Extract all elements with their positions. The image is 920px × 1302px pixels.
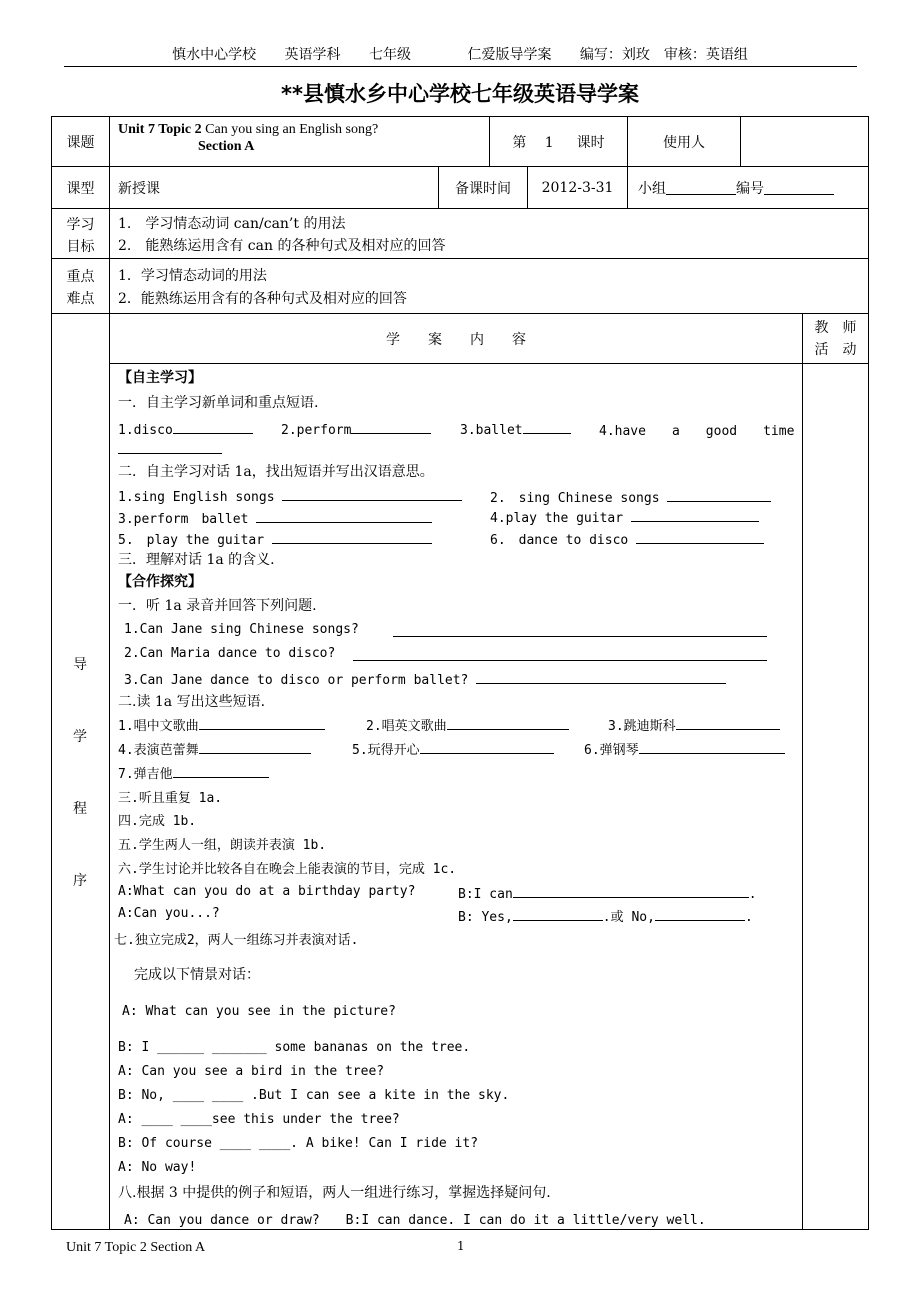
s1-title: 一．自主学习新单词和重点短语. [118,395,319,411]
header-authors: 编写：刘玫 审核：英语组 [579,47,748,63]
cn-blank[interactable] [199,740,311,754]
topic-label: 课题 [66,134,95,151]
phrase-blank[interactable] [282,487,462,501]
prep-label-cell [438,166,528,209]
phrase-item: 4.play the guitar [490,511,624,526]
footer-page-number: 1 [457,1239,465,1253]
phrase-item: 1.sing English songs [118,490,275,505]
number-label: 编号 [736,180,764,197]
key-label-2: 难点 [66,291,95,307]
group-blank[interactable] [666,181,736,195]
cn-phrase: 1.唱中文歌曲 [118,719,199,734]
page-header [0,44,920,64]
dialog-line: A: ____ ____see this under the tree? [118,1112,400,1127]
key-label-1: 重点 [66,269,95,285]
cn-phrase: 3.跳迪斯科 [608,719,676,734]
prep-value-cell [527,166,628,209]
phrase-blank[interactable] [636,530,764,544]
c6-blank[interactable] [655,907,745,921]
keys-cell [109,258,869,314]
c6-answer-yes: B: Yes, [458,910,513,925]
self-study-heading: 【自主学习】 [118,370,202,386]
header-grade: 七年级 [369,47,411,63]
key-label-cell [51,258,110,314]
cn-blank[interactable] [447,716,569,730]
dialog-line: B: Of course ____ ____. A bike! Can I ride it? [118,1136,479,1151]
content-header: 学 案 内 容 [386,331,526,348]
question-2: 2.Can Maria dance to disco? [124,646,336,661]
answer-line-1[interactable] [393,636,767,637]
c6-question-2: A:Can you...? [118,906,220,921]
user-label-cell [627,116,741,167]
phrase-item: 6. dance to disco [490,533,629,548]
process-char: 序 [73,873,87,889]
process-label-cell [51,313,110,1230]
content-header-cell [109,313,803,364]
lesson-table [51,116,869,1230]
header-edition: 仁爱版导学案 [467,47,552,63]
content-cell: 【自主学习】 一．自主学习新单词和重点短语. 1.disco 2.perform 3.ballet 4.have a good time 二．自主学习对话 1a，找出短语并写出汉语意思。 1.sing English songs 2. sing Chinese songs 3.perform ballet 4.play the guitar 5. play the guitar 6. dance to disco 三．理解对话 1a 的含义. 【合作探究】 一．听 1a 录音并回答下列问题. 1.Can Jane sing Chinese songs? 2.Can Maria dance to disco? 3.Can Jane dance to disco or perform ballet? 二.读 1a 写出这些短语. 1.唱中文歌曲 2.唱英文歌曲 3.跳迪斯科 4.表演芭蕾舞 5.玩得开心 6.弹钢琴 7.弹吉他 三.听且重复 1a. 四.完成 1b. 五.学生两人一组，朗读并表演 1b. 六.学生讨论并比较各自在晚会上能表演的节目，完成 1c. A:What can you do at a birthday party? B:I can . A:Can you...? B: Yes, .或 No, . 七.独立完成2，两人一组练习并表演对话. 完成以下情景对话： A: What can you see in the picture? B: I ______ _______ some bananas on the tree. A: Can you see a bird in the tree? B: No, ____ ____ .But I can see a kite in the sky. A: ____ ____see this under the tree? B: Of course ____ ____. A bike! Can I ride it? A: No way! 八.根据 3 中提供的例子和短语，两人一组进行练习，掌握选择疑问句. A: Can you dance or draw? B:I can dance. I can do it a little/very well. [109,363,803,1230]
s3-title: 三．理解对话 1a 的含义. [118,552,275,568]
cn-blank[interactable] [173,764,269,778]
dialog-line: B: I ______ _______ some bananas on the tree. [118,1040,471,1055]
phrase-blank[interactable] [256,509,432,523]
cn-phrase: 4.表演芭蕾舞 [118,743,199,758]
c3-title: 三.听且重复 1a. [118,791,223,806]
cn-phrase: 7.弹吉他 [118,767,173,782]
goals-cell [109,208,869,259]
group-label: 小组 [638,180,666,197]
cn-blank[interactable] [639,740,785,754]
process-char: 学 [73,729,87,745]
header-divider [64,66,857,67]
topic-value-cell [109,116,490,167]
key-item: 1．学习情态动词的用法 [118,268,267,284]
c7-title: 七.独立完成2，两人一组练习并表演对话. [114,933,359,948]
c2-title: 二.读 1a 写出这些短语. [118,694,266,710]
header-school: 慎水中心学校 [172,47,257,63]
type-label-cell [51,166,110,209]
phrase-blank[interactable] [272,530,432,544]
process-char: 程 [73,801,87,817]
goal-item: 2. 能熟练运用含有 can 的各种句式及相对应的回答 [118,238,446,254]
teacher-label-1: 教 师 [814,320,857,336]
coop-heading: 【合作探究】 [118,574,202,590]
topic-section: Section A [198,139,255,154]
c7-intro: 完成以下情景对话： [134,967,260,983]
key-item: 2．能熟练运用含有的各种句式及相对应的回答 [118,291,407,307]
answer-line-3[interactable] [476,670,726,684]
phrase-blank[interactable] [667,488,771,502]
cn-phrase: 6.弹钢琴 [584,743,639,758]
goal-label-2: 目标 [66,239,95,255]
number-blank[interactable] [764,181,834,195]
user-label: 使用人 [663,134,705,151]
question-1: 1.Can Jane sing Chinese songs? [124,622,359,637]
period-label: 第 1 课时 [512,134,605,151]
question-3: 3.Can Jane dance to disco or perform ballet? [124,673,469,688]
page-title: **县慎水乡中心学校七年级英语导学案 [281,82,639,106]
teacher-label-2: 活 动 [814,342,857,358]
c6-title: 六.学生讨论并比较各自在晚会上能表演的节目，完成 1c. [118,862,457,877]
cn-phrase: 2.唱英文歌曲 [366,719,447,734]
teacher-activity-cell[interactable] [802,363,869,1230]
goal-item: 1. 学习情态动词 can/can’t 的用法 [118,216,346,232]
type-value: 新授课 [118,180,160,197]
c1-title: 一．听 1a 录音并回答下列问题. [118,598,317,614]
cn-blank[interactable] [199,716,325,730]
period-cell [489,116,628,167]
goal-label-cell [51,208,110,259]
user-value-cell[interactable] [740,116,869,167]
teacher-label-cell [802,313,869,364]
phrase-item: 5. play the guitar [118,533,265,548]
footer-title: Unit 7 Topic 2 Section A [66,1240,206,1255]
goal-label-1: 学习 [66,217,95,233]
cn-blank[interactable] [420,740,554,754]
c6-blank[interactable] [513,884,749,898]
dialog-line: A: What can you see in the picture? [122,1004,396,1019]
c6-blank[interactable] [513,907,603,921]
word-blank[interactable] [118,440,222,454]
type-value-cell [109,166,439,209]
phrase-item: 2. sing Chinese songs [490,491,660,506]
word-blank[interactable] [351,420,431,434]
word-perform: 2.perform [281,423,352,438]
dialog-line: A: Can you see a bird in the tree? [118,1064,385,1079]
c4-title: 四.完成 1b. [118,814,197,829]
word-have-a-good-time: 4.have a good time [599,424,795,439]
s2-title: 二．自主学习对话 1a，找出短语并写出汉语意思。 [118,464,434,480]
group-cell [627,166,869,209]
prep-date: 2012-3-31 [541,179,614,196]
phrase-blank[interactable] [631,508,759,522]
prep-label: 备课时间 [455,180,511,197]
topic-label-cell [51,116,110,167]
type-label: 课型 [66,180,95,197]
c6-answer-no: .或 No, [602,910,655,925]
word-blank[interactable] [173,420,253,434]
c6-answer-1: B:I can [458,887,513,902]
c5-title: 五.学生两人一组，朗读并表演 1b. [118,838,327,853]
word-blank[interactable] [523,420,571,434]
c6-question-1: A:What can you do at a birthday party? [118,884,416,899]
dialog-line: B: No, ____ ____ .But I can see a kite in the sky. [118,1088,510,1103]
phrase-item: 3.perform ballet [118,512,249,527]
topic-unit: Unit 7 Topic 2 [118,122,202,137]
c8-example: A: Can you dance or draw? B:I can dance. I can do it a little/very well. [124,1213,706,1228]
process-char: 导 [73,657,87,673]
word-disco: 1.disco [118,423,173,438]
c8-title: 八.根据 3 中提供的例子和短语，两人一组进行练习，掌握选择疑问句. [118,1185,551,1201]
answer-line-2[interactable] [353,660,767,661]
header-subject: 英语学科 [284,47,341,63]
word-ballet: 3.ballet [460,423,523,438]
dialog-line: A: No way! [118,1160,197,1175]
cn-phrase: 5.玩得开心 [352,743,420,758]
cn-blank[interactable] [676,716,780,730]
topic-question: Can you sing an English song? [201,122,379,137]
